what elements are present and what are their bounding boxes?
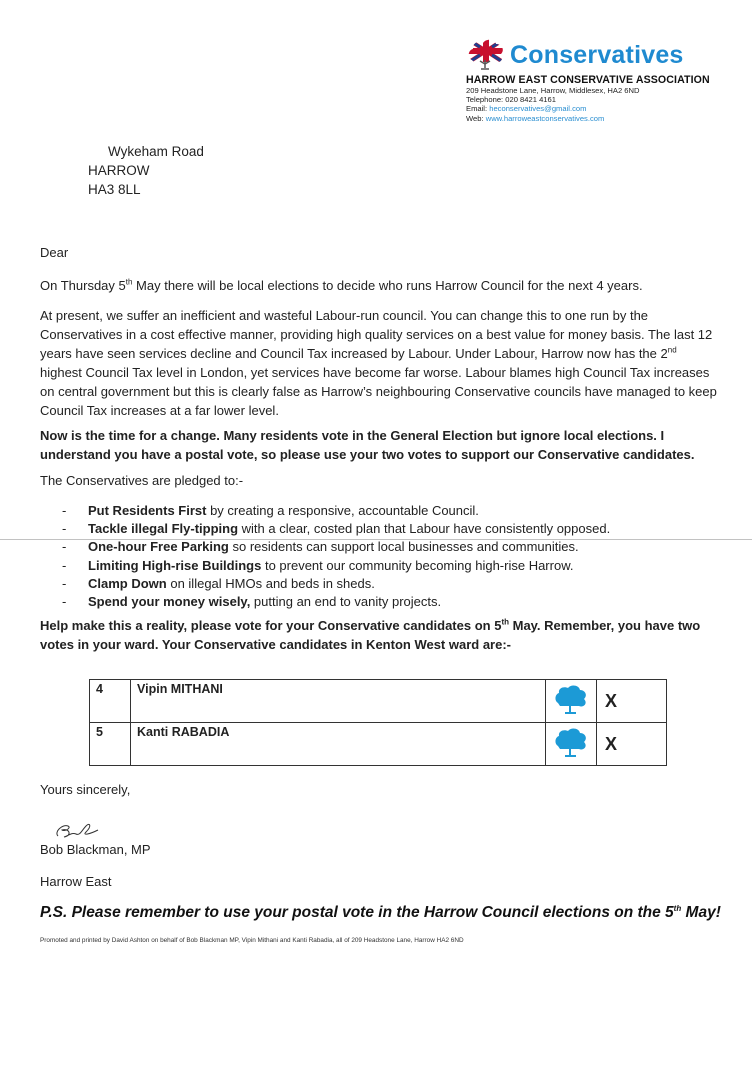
pledge-title: Limiting High-rise Buildings	[88, 557, 262, 573]
bullet-dash: -	[62, 539, 67, 555]
paragraph-vote-request	[40, 616, 720, 654]
p1-text-a: On Thursday 5	[40, 278, 126, 293]
pledge-item	[62, 575, 610, 593]
association-name: HARROW EAST CONSERVATIVE ASSOCIATION	[466, 74, 710, 86]
p4-sup: th	[501, 617, 509, 627]
union-jack-tree-icon	[466, 38, 506, 72]
pledge-title: Put Residents First	[88, 503, 207, 518]
bullet-dash: -	[62, 594, 67, 610]
p2-sup: nd	[667, 345, 677, 355]
pledge-item	[62, 502, 610, 520]
conservative-tree-icon	[554, 728, 588, 758]
pledge-detail: to prevent our community becoming high-rise Harrow.	[261, 557, 574, 573]
pledge-detail: on illegal HMOs and beds in sheds.	[166, 575, 375, 591]
ps-text-a: P.S. Please remember to use your postal vote in the Harrow Council elections on the 5	[40, 904, 674, 921]
telephone-label: Telephone:	[466, 95, 504, 105]
ps-sup: th	[673, 903, 682, 913]
web-label: Web:	[466, 113, 484, 123]
candidate-name: Vipin MITHANI	[131, 680, 546, 723]
ballot-table	[89, 679, 667, 766]
p2-text-a: At present, we suffer an inefficient and wasteful Labour-run council. You can change this to one run by the Conservatives in a cost effective manner, providing high quality services on a best value for money basis. The last 12 years have seen services decline and Council Tax increased by Labour. Under Labour, Harrow now has the 2	[40, 308, 713, 361]
pledge-detail: so residents can support local businesses and communities.	[228, 539, 579, 555]
p1-sup: th	[125, 277, 133, 287]
pledge-detail: putting an end to vanity projects.	[250, 594, 442, 610]
postscript	[40, 904, 721, 922]
pledge-title: One-hour Free Parking	[88, 539, 229, 555]
bullet-dash: -	[62, 521, 67, 537]
signatory-name: Bob Blackman, MP	[40, 842, 151, 857]
paragraph-council-record	[40, 306, 720, 420]
p1-text-b: May there will be local elections to decide who runs Harrow Council for the next 4 years.	[132, 278, 643, 293]
recipient-postcode: HA3 8LL	[88, 182, 141, 197]
telephone-line	[466, 95, 746, 104]
ballot-row	[90, 680, 667, 723]
pledge-item	[62, 557, 610, 575]
party-logo-cell	[546, 723, 597, 766]
pledge-item	[62, 538, 610, 556]
email-line	[466, 104, 746, 113]
paragraph-election-date	[40, 276, 720, 295]
imprint-notice: Promoted and printed by David Ashton on behalf of Bob Blackman MP, Vipin Mithani and Kanti Rabadia, all of 209 Headstone Lane, Harrow HA2 6ND	[40, 937, 464, 944]
recipient-town: HARROW	[88, 163, 150, 178]
candidate-number: 4	[90, 680, 131, 723]
web-link[interactable]: www.harroweastconservatives.com	[485, 113, 605, 123]
vote-mark: X	[597, 680, 667, 723]
telephone-number: 020 8421 4161	[505, 95, 556, 105]
recipient-address	[88, 142, 204, 199]
pledge-title: Spend your money wisely,	[88, 594, 251, 610]
p2-text-b: highest Council Tax level in London, yet services have become far worse. Labour blames high Council Tax increases on central government but this is clearly false as Harrow’s neighbouring Conservative councils have managed to keep Council Tax increases at a far lower level.	[40, 365, 717, 418]
bullet-dash: -	[62, 557, 67, 573]
candidate-number: 5	[90, 723, 131, 766]
pledge-title: Tackle illegal Fly-tipping	[88, 521, 239, 537]
ps-text-b: May!	[681, 904, 721, 921]
brand-name: Conservatives	[510, 40, 684, 69]
bullet-dash: -	[62, 503, 67, 518]
pledge-item	[62, 520, 610, 538]
email-label: Email:	[466, 104, 488, 114]
pledge-title: Clamp Down	[88, 575, 167, 591]
pledge-detail: by creating a responsive, accountable Council.	[206, 503, 479, 518]
p4-text-b: May. Remember, you have two votes in your ward. Your Conservative candidates in Kenton West ward are:-	[40, 618, 701, 652]
candidate-name: Kanti RABADIA	[131, 723, 546, 766]
pledge-intro: The Conservatives are pledged to:-	[40, 473, 244, 488]
recipient-street: Wykeham Road	[108, 144, 204, 159]
pledge-item	[62, 593, 610, 611]
ballot-row	[90, 723, 667, 766]
salutation: Dear	[40, 245, 69, 260]
paragraph-call-to-change: Now is the time for a change. Many residents vote in the General Election but ignore local elections. I understand you have a postal vote, so please use your two votes to support our Conservative candidates.	[40, 428, 695, 462]
conservative-tree-icon	[554, 685, 588, 715]
email-link[interactable]: heconservatives@gmail.com	[489, 104, 587, 114]
letterhead	[466, 36, 746, 123]
association-address: 209 Headstone Lane, Harrow, Middlesex, HA2 6ND	[466, 86, 640, 95]
party-logo-cell	[546, 680, 597, 723]
pledge-detail: with a clear, costed plan that Labour have consistently opposed.	[238, 521, 611, 537]
web-line	[466, 114, 746, 123]
pledge-list	[62, 502, 610, 611]
vote-mark: X	[597, 723, 667, 766]
p4-text-a: Help make this a reality, please vote for your Conservative candidates on 5	[40, 618, 502, 633]
signature-image	[52, 818, 112, 842]
signatory-constituency: Harrow East	[40, 874, 112, 889]
bullet-dash: -	[62, 575, 67, 591]
sign-off: Yours sincerely,	[40, 782, 131, 797]
brand-row	[466, 36, 746, 74]
